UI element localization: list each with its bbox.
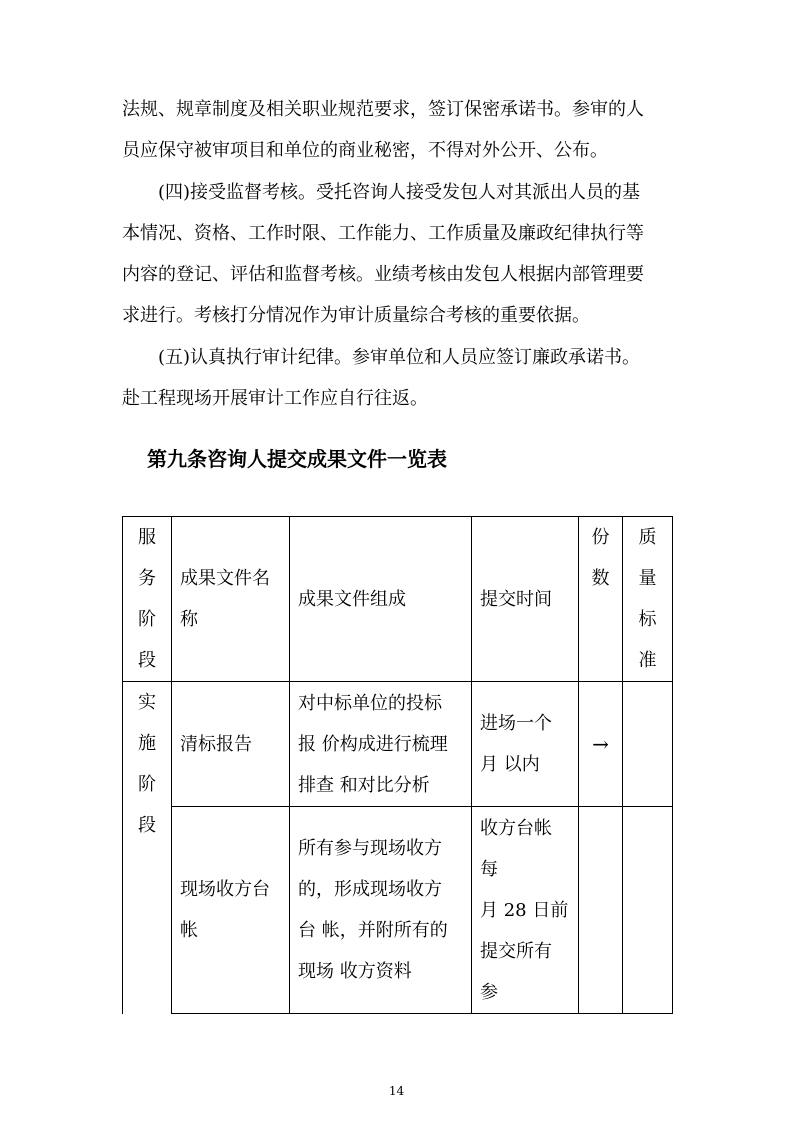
time-cell: 收方台帐 每 月 28 日前 提交所有 参 (472, 807, 579, 1014)
name-cell: 现场收方台 帐 (172, 807, 290, 1014)
stage-cell: 实 施 阶 段 (123, 682, 172, 1014)
text-line: 法规、规章制度及相关职业规范要求，签订保密承诺书。参审的人 (122, 99, 644, 120)
table-row (123, 682, 673, 807)
text-line: 员应保守被审项目和单位的商业秘密，不得对外公开、公布。 (122, 140, 608, 161)
paragraph-confidentiality (122, 89, 682, 171)
quality-cell (623, 807, 673, 1014)
composition-cell: 所有参与现场收方 的，形成现场收方 台 帐，并附所有的 现场 收方资料 (290, 807, 472, 1014)
table-row (123, 807, 673, 1014)
copies-cell (579, 807, 623, 1014)
composition-cell: 对中标单位的投标 报 价构成进行梳理 排查 和对比分析 (290, 682, 472, 807)
text-line: 本情况、资格、工作时限、工作能力、工作质量及廉政纪律执行等 (122, 223, 644, 244)
paragraph-supervision (122, 172, 682, 336)
right-arrow-icon: → (592, 732, 609, 756)
header-name: 成果文件名 称 (172, 517, 290, 682)
page-number: 14 (388, 1084, 405, 1098)
section-heading: 第九条咨询人提交成果文件一览表 (147, 447, 447, 471)
header-copies: 份 数 (579, 517, 623, 682)
copies-cell (579, 682, 623, 807)
header-stage: 服 务 阶 段 (123, 517, 172, 682)
header-composition: 成果文件组成 (290, 517, 472, 682)
time-cell: 进场一个 月 以内 (472, 682, 579, 807)
name-cell: 清标报告 (172, 682, 290, 807)
text-line: (四)接受监督考核。受托咨询人接受发包人对其派出人员的基 (158, 182, 641, 203)
header-time: 提交时间 (472, 517, 579, 682)
text-line: (五)认真执行审计纪律。参审单位和人员应签订廉政承诺书。 (158, 347, 641, 368)
text-line: 赴工程现场开展审计工作应自行往返。 (122, 388, 428, 409)
text-line: 求进行。考核打分情况作为审计质量综合考核的重要依据。 (122, 305, 590, 326)
table-header-row (123, 517, 673, 682)
paragraph-discipline (122, 337, 682, 419)
text-line: 内容的登记、评估和监督考核。业绩考核由发包人根据内部管理要 (122, 264, 644, 285)
header-quality: 质 量 标 准 (623, 517, 673, 682)
quality-cell (623, 682, 673, 807)
deliverables-table (122, 516, 673, 1014)
